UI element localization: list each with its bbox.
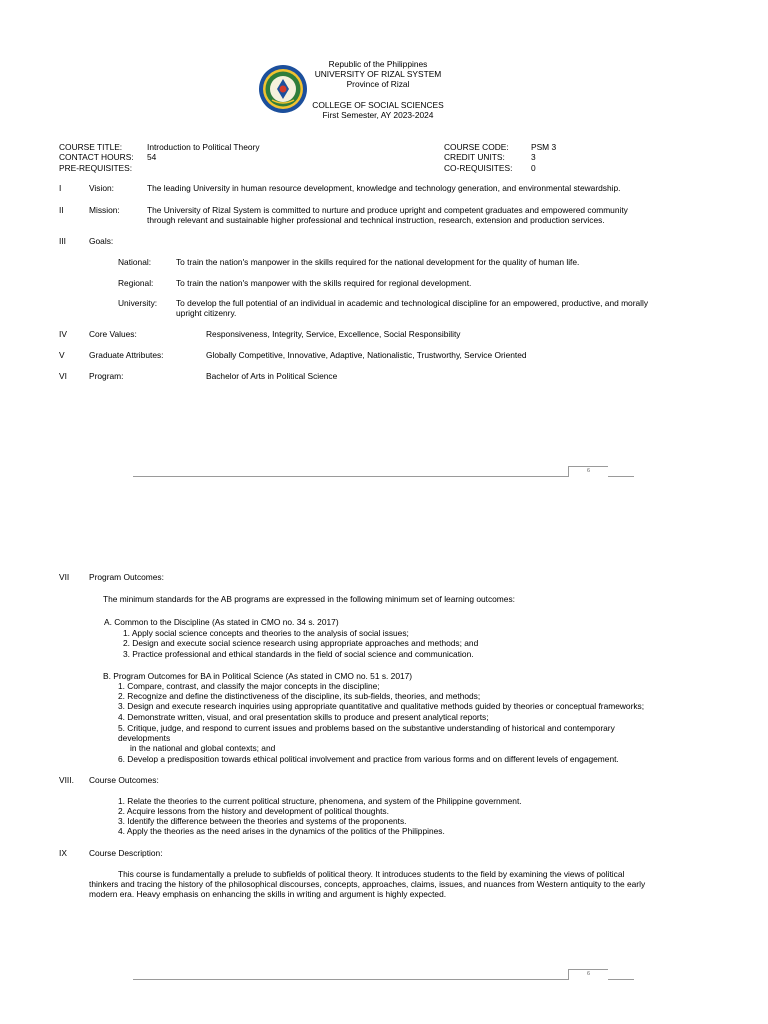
credit-units-label: CREDIT UNITS: bbox=[444, 152, 505, 162]
outcomes-a-item: 2. Design and execute social science research using appropriate approaches and methods; and bbox=[123, 638, 479, 648]
course-outcome-item: 3. Identify the difference between the theories and systems of the proponents. bbox=[118, 816, 407, 826]
goal-university-label: University: bbox=[118, 298, 158, 308]
header-college: COLLEGE OF SOCIAL SCIENCES bbox=[312, 100, 444, 110]
footer-rule bbox=[133, 476, 569, 477]
course-code-value: PSM 3 bbox=[531, 142, 557, 152]
prerequisites-label: PRE-REQUISITES: bbox=[59, 163, 133, 173]
page-number: 6 bbox=[568, 969, 608, 979]
outcomes-a-heading: A. Common to the Discipline (As stated in CMO no. 34 s. 2017) bbox=[104, 617, 339, 627]
course-description-number: IX bbox=[59, 848, 67, 858]
outcomes-b-item-5-line1: 5. Critique, judge, and respond to current issues and problems based on the substantive understanding of historical and contemporary bbox=[118, 723, 615, 733]
footer-rule bbox=[133, 979, 569, 980]
program-text: Bachelor of Arts in Political Science bbox=[206, 371, 338, 381]
outcomes-b-item-5-line3: in the national and global contexts; and bbox=[130, 743, 276, 753]
course-outcomes-label: Course Outcomes: bbox=[89, 775, 159, 785]
course-description-line2: thinkers and tracing the history of the philosophical discourses, concepts, approaches, claims, issues, and nuances from Western antiquity to the early bbox=[89, 879, 646, 889]
graduate-attributes-text: Globally Competitive, Innovative, Adaptive, Nationalistic, Trustworthy, Service Oriented bbox=[206, 350, 527, 360]
outcomes-a-item: 3. Practice professional and ethical standards in the field of social science and communication. bbox=[123, 649, 474, 659]
course-title-value: Introduction to Political Theory bbox=[147, 142, 260, 152]
graduate-attributes-number: V bbox=[59, 350, 65, 360]
goal-regional-text: To train the nation's manpower with the skills required for regional development. bbox=[176, 278, 472, 288]
outcomes-b-item: 3. Design and execute research inquiries using appropriate quantitative and qualitative methods guided by theories or conceptual frameworks; bbox=[118, 701, 645, 711]
core-values-text: Responsiveness, Integrity, Service, Excellence, Social Responsibility bbox=[206, 329, 461, 339]
vision-number: I bbox=[59, 183, 62, 193]
mission-label: Mission: bbox=[89, 205, 120, 215]
corequisites-value: 0 bbox=[531, 163, 536, 173]
vision-label: Vision: bbox=[89, 183, 114, 193]
mission-text-line1: The University of Rizal System is committed to nurture and produce upright and competent graduates and empowered community bbox=[147, 205, 628, 215]
outcomes-b-heading: B. Program Outcomes for BA in Political Science (As stated in CMO no. 51 s. 2017) bbox=[103, 671, 413, 681]
graduate-attributes-label: Graduate Attributes: bbox=[89, 350, 164, 360]
course-description-line1: This course is fundamentally a prelude to subfields of political theory. It introduces students to the field by examining the views of political bbox=[118, 869, 625, 879]
course-code-label: COURSE CODE: bbox=[444, 142, 509, 152]
goal-university-text-line2: upright citizenry. bbox=[176, 308, 237, 318]
program-label: Program: bbox=[89, 371, 124, 381]
course-description-label: Course Description: bbox=[89, 848, 163, 858]
corequisites-label: CO-REQUISITES: bbox=[444, 163, 513, 173]
outcomes-b-item-6: 6. Develop a predisposition towards ethical political involvement and practice from various forms and on different levels of engagement. bbox=[118, 754, 619, 764]
vision-text: The leading University in human resource development, knowledge and technology generation, and environmental stewardship. bbox=[147, 183, 621, 193]
course-outcome-item: 2. Acquire lessons from the history and development of political thoughts. bbox=[118, 806, 389, 816]
mission-text-line2: through relevant and sustainable higher professional and technical instruction, research, extension and production services. bbox=[147, 215, 605, 225]
outcomes-b-item: 1. Compare, contrast, and classify the major concepts in the discipline; bbox=[118, 681, 380, 691]
outcomes-b-item: 4. Demonstrate written, visual, and oral presentation skills to produce and present analytical reports; bbox=[118, 712, 489, 722]
goal-regional-label: Regional: bbox=[118, 278, 154, 288]
goal-university-text-line1: To develop the full potential of an individual in academic and technological discipline for an empowered, productive, and morally bbox=[176, 298, 649, 308]
goals-number: III bbox=[59, 236, 66, 246]
core-values-number: IV bbox=[59, 329, 67, 339]
course-outcome-item: 4. Apply the theories as the need arises in the dynamics of the politics of the Philippines. bbox=[118, 826, 445, 836]
program-outcomes-label: Program Outcomes: bbox=[89, 572, 164, 582]
goal-national-label: National: bbox=[118, 257, 152, 267]
footer-rule-tail bbox=[608, 476, 634, 477]
program-number: VI bbox=[59, 371, 67, 381]
header-semester: First Semester, AY 2023-2024 bbox=[322, 110, 434, 120]
outcomes-b-item-5-line2: developments bbox=[118, 733, 171, 743]
credit-units-value: 3 bbox=[531, 152, 536, 162]
contact-hours-value: 54 bbox=[147, 152, 157, 162]
contact-hours-label: CONTACT HOURS: bbox=[59, 152, 134, 162]
course-description-line3: modern era. Heavy emphasis on enhancing the skills in writing and argument is highly expected. bbox=[89, 889, 447, 899]
core-values-label: Core Values: bbox=[89, 329, 137, 339]
header-university: UNIVERSITY OF RIZAL SYSTEM bbox=[314, 69, 442, 79]
course-outcome-item: 1. Relate the theories to the current political structure, phenomena, and system of the Philippine government. bbox=[118, 796, 522, 806]
mission-number: II bbox=[59, 205, 64, 215]
header-country: Republic of the Philippines bbox=[328, 59, 428, 69]
goals-label: Goals: bbox=[89, 236, 114, 246]
course-outcomes-number: VIII. bbox=[59, 775, 74, 785]
outcomes-a-item: 1. Apply social science concepts and theories to the analysis of social issues; bbox=[123, 628, 409, 638]
outcomes-b-item: 2. Recognize and define the distinctiveness of the discipline, its sub-fields, theories, and methods; bbox=[118, 691, 481, 701]
page-number: 6 bbox=[568, 466, 608, 476]
goal-national-text: To train the nation's manpower in the skills required for the national development for the quality of human life. bbox=[176, 257, 580, 267]
footer-rule-tail bbox=[608, 979, 634, 980]
course-title-label: COURSE TITLE: bbox=[59, 142, 123, 152]
program-outcomes-number: VII bbox=[59, 572, 70, 582]
header-province: Province of Rizal bbox=[346, 79, 410, 89]
program-outcomes-intro: The minimum standards for the AB programs are expressed in the following minimum set of learning outcomes: bbox=[103, 594, 515, 604]
